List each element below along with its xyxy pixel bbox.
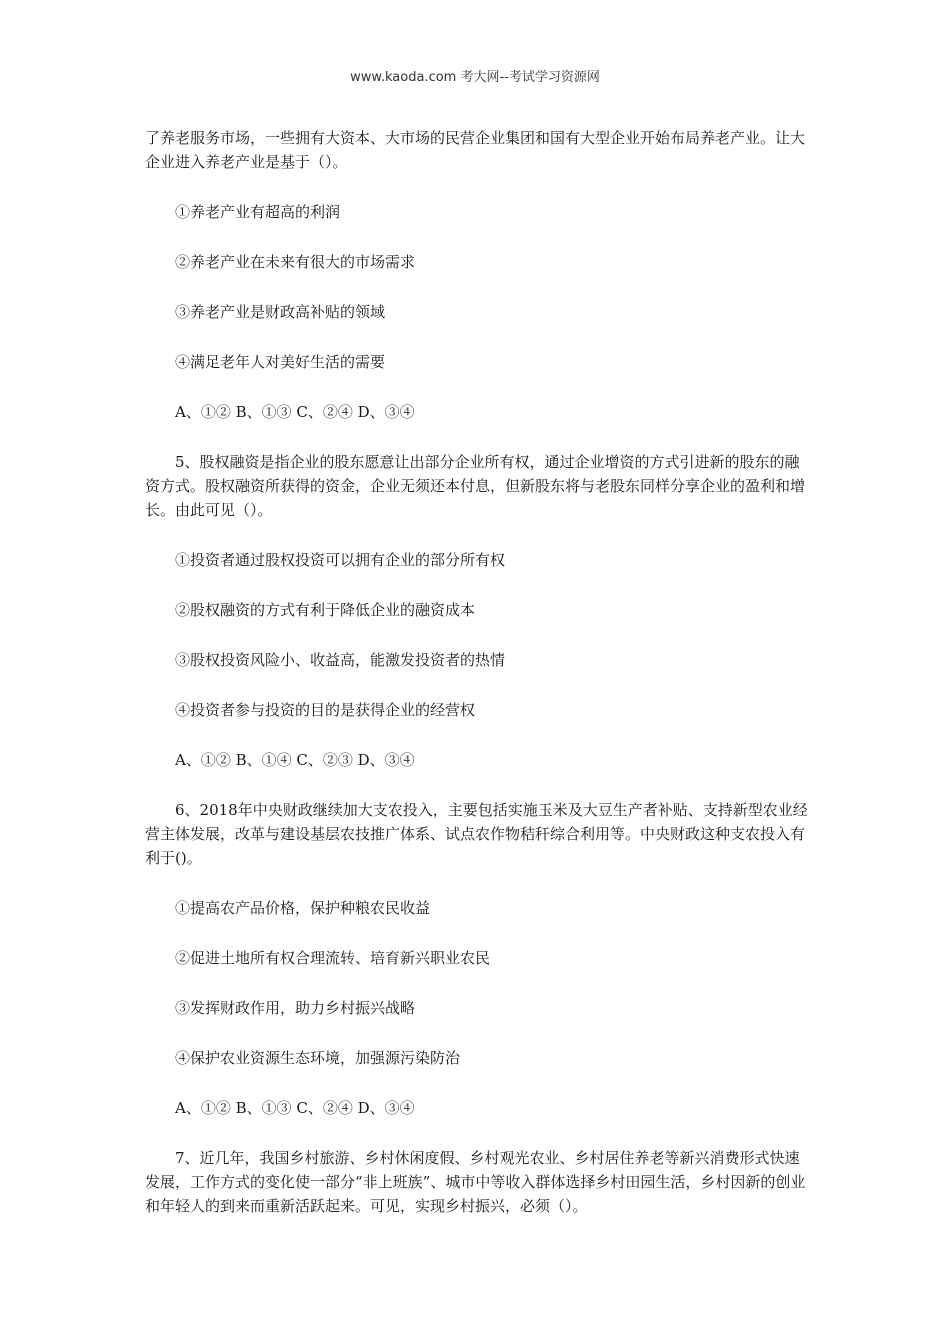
page-header: www.kaoda.com 考大网--考试学习资源网 [350,70,600,85]
q6-stem: 6、2018年中央财政继续加大支农投入，主要包括实施玉米及大豆生产者补贴、支持新型农业经营主体发展，改革与建设基层农技推广体系、试点农作物秸秆综合利用等。中央财政这种支农投入有利于()。 [145,801,808,867]
q5-option-1: ①投资者通过股权投资可以拥有企业的部分所有权 [175,551,506,569]
q5-option-4: ④投资者参与投资的目的是获得企业的经营权 [175,701,476,719]
q4-option-3: ③养老产业是财政高补贴的领域 [175,303,386,321]
q6-answer-choices: A、①② B、①③ C、②④ D、③④ [175,1099,415,1117]
q5-option-2: ②股权融资的方式有利于降低企业的融资成本 [175,601,476,619]
q4-answer-choices: A、①② B、①③ C、②④ D、③④ [175,403,415,421]
q5-option-3: ③股权投资风险小、收益高，能激发投资者的热情 [175,651,506,669]
document-body [145,126,810,1244]
q5-answer-choices: A、①② B、①④ C、②③ D、③④ [175,751,415,769]
q4-option-1: ①养老产业有超高的利润 [175,203,341,221]
q4-option-2: ②养老产业在未来有很大的市场需求 [175,253,416,271]
q7-stem: 7、近几年，我国乡村旅游、乡村休闲度假、乡村观光农业、乡村居住养老等新兴消费形式快速发展，工作方式的变化使一部分“非上班族”、城市中等收入群体选择乡村田园生活，乡村因新的创业和年轻人的到来而重新活跃起来。可见，实现乡村振兴，必须（）。 [145,1149,806,1215]
q6-option-2: ②促进土地所有权合理流转、培育新兴职业农民 [175,949,491,967]
q6-option-3: ③发挥财政作用，助力乡村振兴战略 [175,999,416,1017]
intro-paragraph: 了养老服务市场，一些拥有大资本、大市场的民营企业集团和国有大型企业开始布局养老产业。让大企业进入养老产业是基于（）。 [145,129,806,171]
q6-option-4: ④保护农业资源生态环境，加强源污染防治 [175,1049,461,1067]
q6-option-1: ①提高农产品价格，保护种粮农民收益 [175,899,431,917]
q5-stem: 5、股权融资是指企业的股东愿意让出部分企业所有权，通过企业增资的方式引进新的股东的融资方式。股权融资所获得的资金，企业无须还本付息，但新股东将与老股东同样分享企业的盈利和增长。由此可见（）。 [145,453,806,519]
q4-option-4: ④满足老年人对美好生活的需要 [175,353,386,371]
